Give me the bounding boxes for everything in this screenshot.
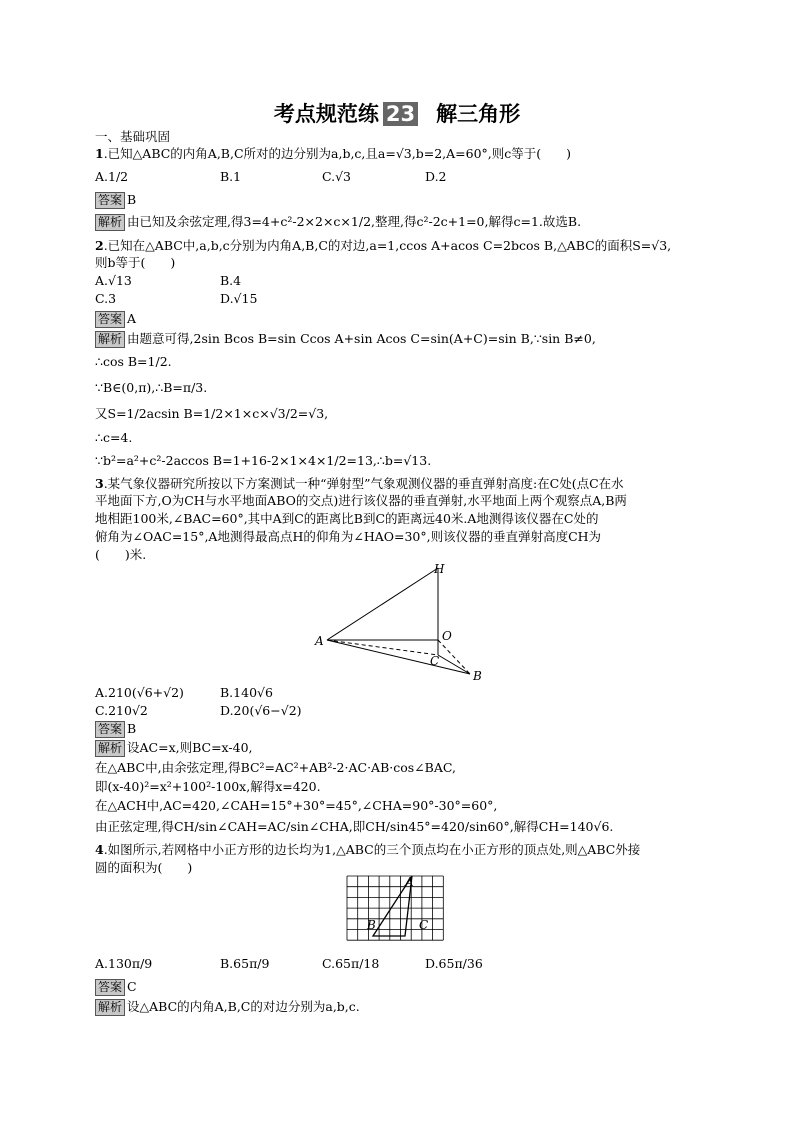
label-c: C (430, 654, 440, 668)
answer-tag: 答案 (95, 979, 125, 996)
answer-tag: 答案 (95, 192, 125, 209)
label-a: A (315, 634, 324, 648)
page-title (0, 98, 794, 128)
q2-option-b: B.4 (220, 273, 242, 288)
label-o: O (442, 629, 452, 643)
analysis-tag: 解析 (95, 214, 125, 231)
q4-stem-line1: 4.如图所示,若网格中小正方形的边长均为1,△ABC的三个顶点均在小正方形的顶点处,则△ABC外接 (95, 842, 641, 857)
q3-stem-line5: ( )米. (95, 547, 147, 562)
q2-option-d: D.√15 (220, 291, 258, 306)
q3-stem-line1: 3.某气象仪器研究所按以下方案测试一种“弹射型”气象观测仪器的垂直弹射高度:在C处(点C在水 (95, 476, 624, 491)
analysis-tag: 解析 (95, 740, 125, 757)
q1-option-a: A.1/2 (95, 169, 129, 184)
q1-stem: 1.已知△ABC的内角A,B,C所对的边分别为a,b,c,且a=√3,b=2,A=60°,则c等于( ) (95, 146, 572, 161)
q3-analysis-step2: 在△ABC中,由余弦定理,得BC²=AC²+AB²-2·AC·AB·cos∠BAC, (95, 760, 456, 775)
q2-option-c: C.3 (95, 291, 117, 306)
q2-analysis-step1: 解析 由题意可得,2sin Bcos B=sin Ccos A+sin Acos C=sin(A+C)=sin B,∵sin B≠0, (95, 330, 705, 348)
q3-geometry-figure (310, 558, 500, 688)
q3-analysis-step5: 由正弦定理,得CH/sin∠CAH=AC/sin∠CHA,即CH/sin45°=420/sin60°,解得CH=140√6. (95, 819, 614, 834)
q1-option-d: D.2 (425, 169, 447, 184)
label-c: C (419, 918, 429, 932)
q3-stem-line3: 地相距100米,∠BAC=60°,其中A到C的距离比B到C的距离远40米.A地测得该仪器在C处的 (95, 511, 599, 526)
answer-tag: 答案 (95, 721, 125, 738)
q3-option-d: D.20(√6−√2) (220, 703, 302, 718)
q2-analysis-step2: ∴cos B=1/2. (95, 354, 172, 369)
q4-option-c: C.65π/18 (322, 956, 380, 971)
q4-option-a: A.130π/9 (95, 956, 153, 971)
q3-stem-line4: 俯角为∠OAC=15°,A地测得最高点H的仰角为∠HAO=30°,则该仪器的垂直弹射高度CH为 (95, 529, 602, 544)
answer-tag: 答案 (95, 311, 125, 328)
q4-grid-figure (345, 874, 449, 946)
analysis-tag: 解析 (95, 999, 125, 1016)
title-text: 考点规范练 (273, 102, 379, 126)
q1-option-b: B.1 (220, 169, 242, 184)
q1-option-c: C.√3 (322, 169, 352, 184)
q3-analysis-step4: 在△ACH中,AC=420,∠CAH=15°+30°=45°,∠CHA=90°-30°=60°, (95, 798, 498, 813)
q1-answer: 答案 B (95, 191, 705, 209)
q2-stem-line1: 2.已知在△ABC中,a,b,c分别为内角A,B,C的对边,a=1,ccos A+acos C=2bcos B,△ABC的面积S=√3, (95, 238, 672, 253)
analysis-tag: 解析 (95, 331, 125, 348)
q1-analysis: 解析 由已知及余弦定理,得3=4+c²-2×2×c×1/2,整理,得c²-2c+1=0,解得c=1.故选B. (95, 213, 705, 231)
label-a: A (405, 875, 414, 889)
q4-analysis: 解析 设△ABC的内角A,B,C的对边分别为a,b,c. (95, 998, 705, 1016)
q3-option-b: B.140√6 (220, 685, 273, 700)
q3-stem-line2: 平地面下方,O为CH与水平地面ABO的交点)进行该仪器的垂直弹射,水平地面上两个观察点A,B两 (95, 493, 627, 508)
q2-analysis-step4: 又S=1/2acsin B=1/2×1×c×√3/2=√3, (95, 406, 329, 421)
q3-analysis-step3: 即(x-40)²=x²+100²-100x,解得x=420. (95, 779, 321, 794)
q2-stem-line2: 则b等于( ) (95, 255, 176, 270)
q4-option-b: B.65π/9 (220, 956, 270, 971)
label-b: B (367, 918, 376, 932)
title-number-badge: 23 (383, 102, 418, 126)
section-heading: 一、基础巩固 (95, 129, 171, 144)
q3-option-a: A.210(√6+√2) (95, 685, 184, 700)
q4-option-d: D.65π/36 (425, 956, 483, 971)
q4-answer: 答案 C (95, 978, 705, 996)
label-b: B (473, 669, 482, 683)
label-h: H (434, 562, 445, 576)
title-topic: 解三角形 (436, 102, 521, 126)
q3-answer: 答案 B (95, 720, 705, 738)
q3-option-c: C.210√2 (95, 703, 148, 718)
q2-analysis-step5: ∴c=4. (95, 430, 133, 445)
q4-stem-line2: 圆的面积为( ) (95, 860, 193, 875)
q2-option-a: A.√13 (95, 273, 132, 288)
q3-analysis-step1: 解析 设AC=x,则BC=x-40, (95, 739, 705, 757)
q2-analysis-step3: ∵B∈(0,π),∴B=π/3. (95, 380, 208, 395)
q2-analysis-step6: ∵b²=a²+c²-2accos B=1+16-2×1×4×1/2=13,∴b=√13. (95, 453, 432, 468)
q2-answer: 答案 A (95, 310, 705, 328)
